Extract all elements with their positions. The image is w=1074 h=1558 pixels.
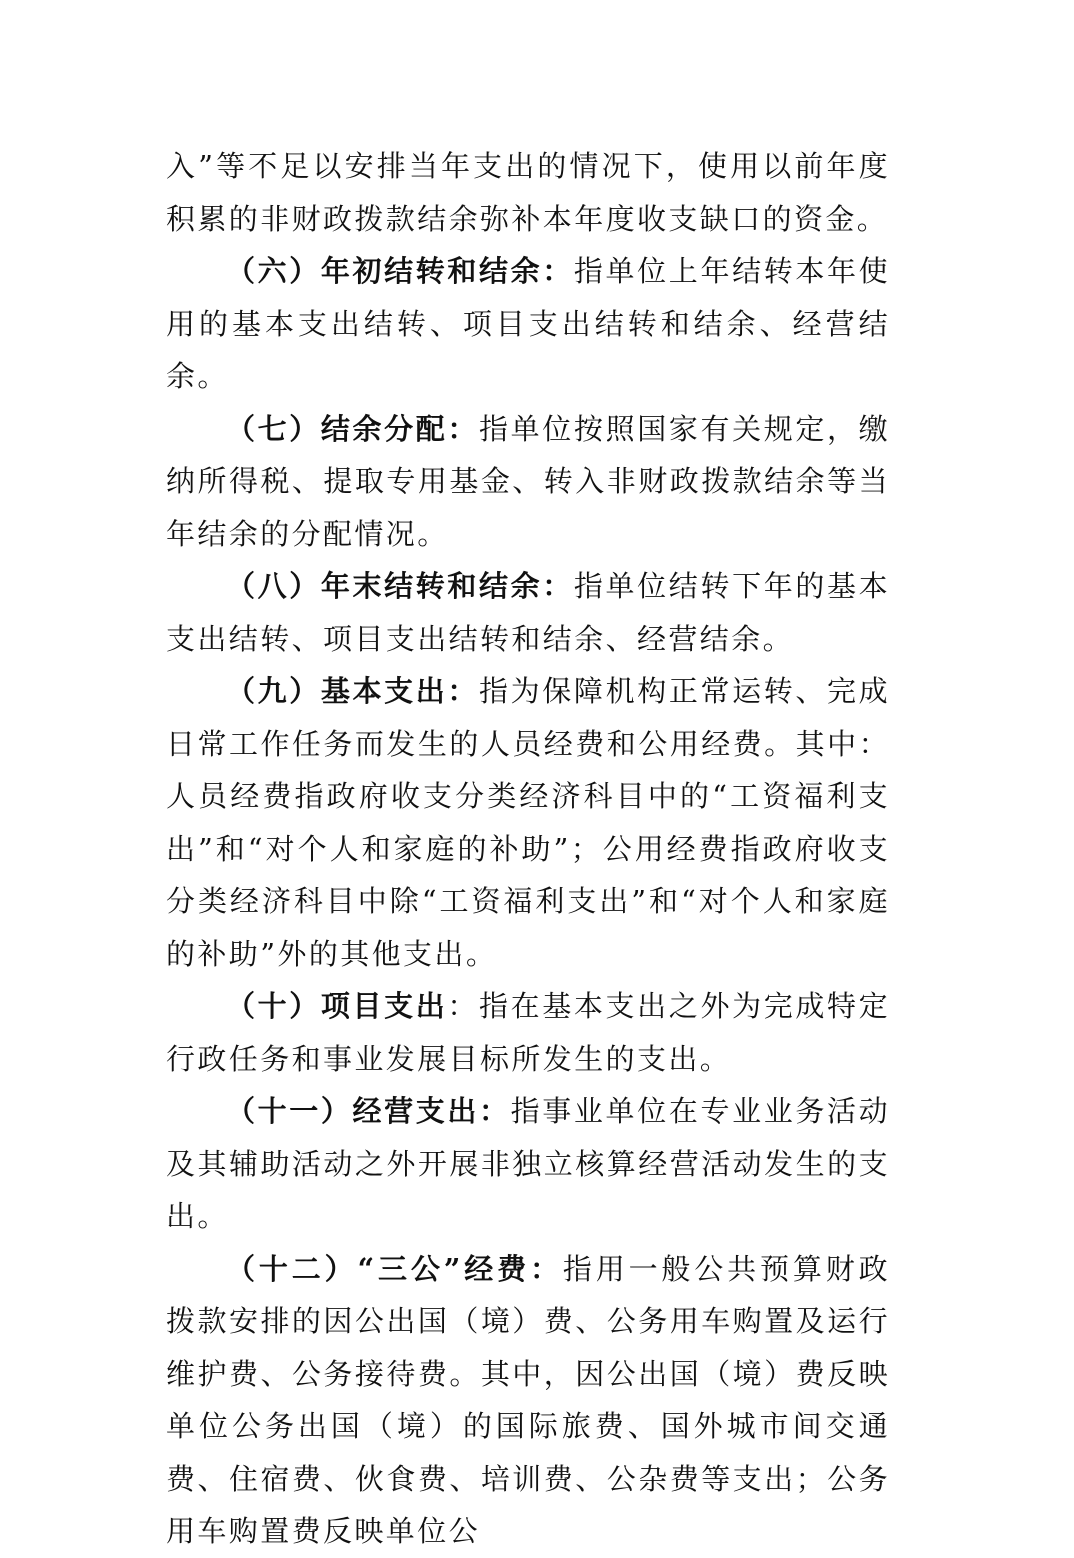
paragraph-text: ：指在基本支出之外为完成特定行政任务和事业发展目标所发生的支出。 [166, 989, 890, 1076]
paragraph-continuation [166, 140, 890, 245]
paragraph-text: 指事业单位在专业业务活动及其辅助活动之外开展非独立核算经营活动发生的支出。 [166, 1094, 890, 1233]
document-body [166, 140, 890, 1558]
paragraph-item-12 [166, 1243, 890, 1558]
paragraph-text: 指单位结转下年的基本支出结转、项目支出结转和结余、经营结余。 [166, 569, 890, 656]
paragraph-item-10 [166, 980, 890, 1085]
paragraph-text: 指用一般公共预算财政拨款安排的因公出国（境）费、公务用车购置及运行维护费、公务接待费。其中，因公出国（境）费反映单位公务出国（境）的国际旅费、国外城市间交通费、住宿费、伙食费、培训费、公杂费等支出；公务用车购置费反映单位公 [166, 1251, 890, 1548]
term-heading: （十一）经营支出： [226, 1094, 511, 1128]
term-heading: （八）年末结转和结余： [226, 569, 574, 603]
term-heading: （六）年初结转和结余： [226, 254, 574, 288]
paragraph-item-6 [166, 245, 890, 403]
paragraph-item-7 [166, 403, 890, 561]
term-heading: （十二）“三公”经费： [226, 1251, 563, 1286]
paragraph-item-9 [166, 665, 890, 980]
paragraph-item-8 [166, 560, 890, 665]
paragraph-item-11 [166, 1085, 890, 1243]
paragraph-text: 指为保障机构正常运转、完成日常工作任务而发生的人员经费和公用经费。其中：人员经费指政府收支分类经济科目中的“工资福利支出”和“对个人和家庭的补助”；公用经费指政府收支分类经济科目中除“工资福利支出”和“对个人和家庭的补助”外的其他支出。 [166, 674, 891, 971]
paragraph-text: 指单位按照国家有关规定，缴纳所得税、提取专用基金、转入非财政拨款结余等当年结余的分配情况。 [166, 411, 891, 551]
term-heading: （七）结余分配： [226, 411, 480, 446]
paragraph-text: 入”等不足以安排当年支出的情况下，使用以前年度积累的非财政拨款结余弥补本年度收支缺口的资金。 [166, 149, 890, 236]
paragraph-text: 指单位上年结转本年使用的基本支出结转、项目支出结转和结余、经营结余。 [166, 254, 890, 393]
term-heading: （九）基本支出： [226, 674, 480, 708]
term-heading: （十）项目支出 [226, 989, 448, 1023]
